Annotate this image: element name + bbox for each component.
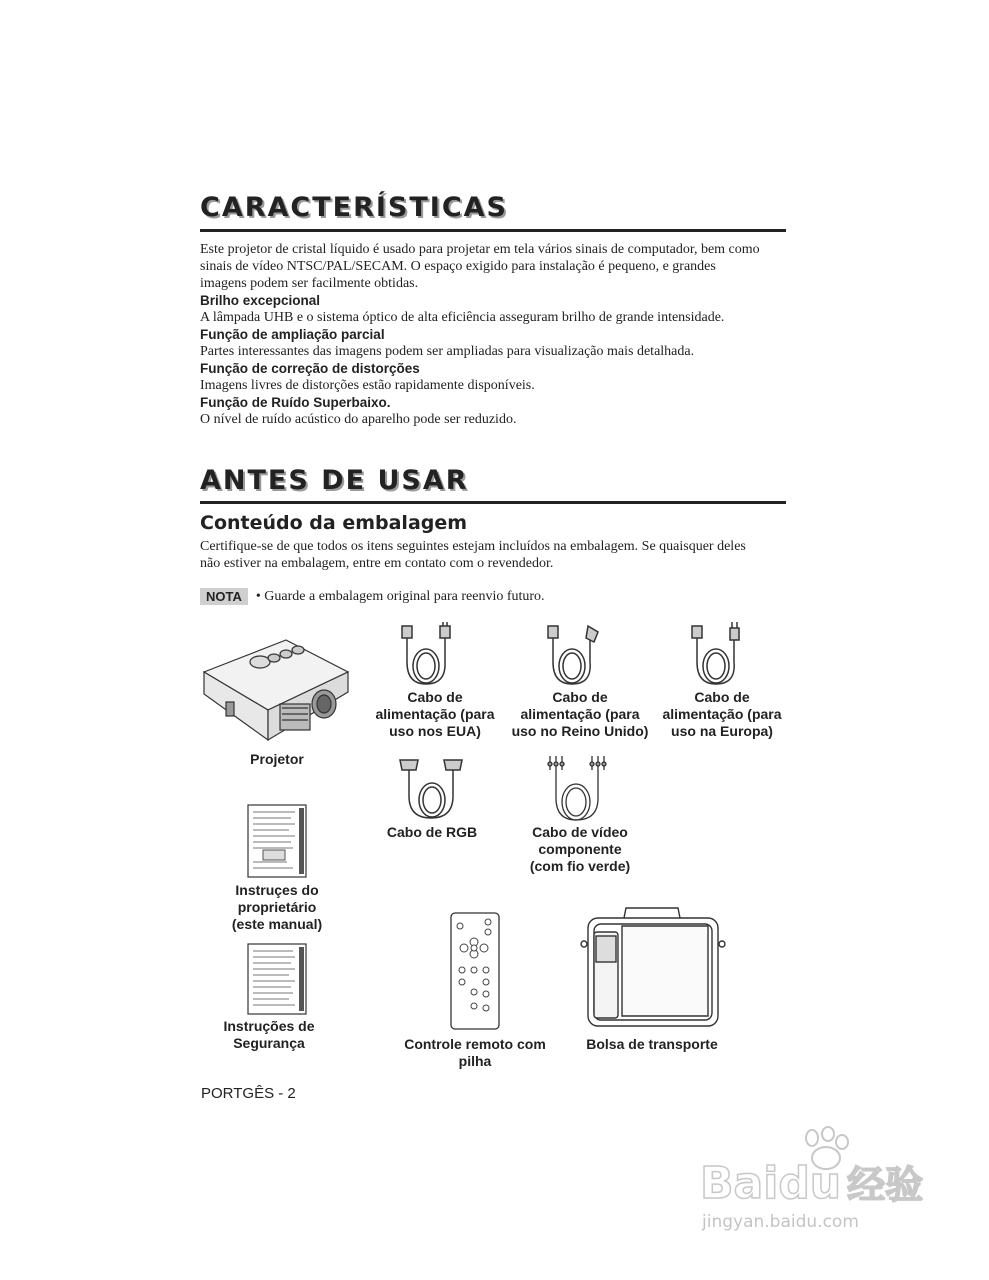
caption-owners-manual: Instruçes do proprietário (este manual) <box>231 882 323 932</box>
nota <box>200 588 545 605</box>
remote-control-image <box>450 912 502 1032</box>
feature-title: Função de correção de distorções <box>200 361 420 376</box>
safety-instructions-image <box>247 943 309 1017</box>
feature-text: O nível de ruído acústico do aparelho pode ser reduzido. <box>200 412 517 427</box>
intro-line: sinais de vídeo NTSC/PAL/SECAM. O espaço exigido para instalação é pequeno, e grandes <box>200 259 716 274</box>
caption-component-video-cable: Cabo de vídeo componente (com fio verde) <box>529 824 631 874</box>
caption-power-cable-usa: Cabo de alimentação (para uso nos EUA) <box>375 689 495 739</box>
baidu-watermark <box>700 1128 940 1248</box>
caption-remote-control: Controle remoto com pilha <box>404 1036 546 1069</box>
component-video-cable-image <box>544 756 610 826</box>
title-rule <box>200 229 786 232</box>
intro-line: Este projetor de cristal líquido é usado para projetar em tela vários sinais de computador, bem como <box>200 242 760 257</box>
power-cable-usa-image <box>398 622 460 690</box>
rgb-cable-image <box>398 756 468 824</box>
feature-text: Imagens livres de distorções estão rapidamente disponíveis. <box>200 378 535 393</box>
title-rule <box>200 501 786 504</box>
intro-line: não estiver na embalagem, entre em contato com o revendedor. <box>200 556 554 571</box>
projector-image <box>198 632 358 750</box>
caption-power-cable-europe: Cabo de alimentação (para uso na Europa) <box>662 689 782 739</box>
feature-text: A lâmpada UHB e o sistema óptico de alta eficiência asseguram brilho de grande intensidade. <box>200 310 725 325</box>
section-title-antes-de-usar: ANTES DE USAR <box>200 465 469 496</box>
carrying-bag-image <box>578 906 728 1030</box>
intro-line: Certifique-se de que todos os itens seguintes estejam incluídos na embalagem. Se quaisquer deles <box>200 539 746 554</box>
watermark-cn: 经验 <box>847 1163 924 1207</box>
nota-badge: NOTA <box>200 588 248 605</box>
caption-rgb-cable: Cabo de RGB <box>386 824 478 840</box>
section-title-caracteristicas: CARACTERÍSTICAS <box>200 192 508 223</box>
feature-text: Partes interessantes das imagens podem ser ampliadas para visualização mais detalhada. <box>200 344 695 359</box>
caption-power-cable-uk: Cabo de alimentação (para uso no Reino Unido) <box>511 689 649 739</box>
antes-body <box>200 538 800 572</box>
watermark-url: jingyan.baidu.com <box>702 1212 859 1232</box>
feature-title: Função de ampliação parcial <box>200 327 385 342</box>
owners-manual-image <box>247 804 309 880</box>
caption-carrying-bag: Bolsa de transporte <box>586 1036 718 1052</box>
feature-title: Brilho excepcional <box>200 293 321 308</box>
intro-line: imagens podem ser facilmente obtidas. <box>200 276 419 291</box>
nota-text: • Guarde a embalagem original para reenvio futuro. <box>255 589 545 604</box>
watermark-brand: Bai <box>700 1158 779 1209</box>
subsection-title: Conteúdo da embalagem <box>200 512 468 534</box>
watermark-brand-du: du <box>778 1158 842 1209</box>
feature-title: Função de Ruído Superbaixo. <box>200 395 391 410</box>
caption-projetor: Projetor <box>250 751 304 767</box>
caption-safety-instructions: Instruções de Segurança <box>223 1018 315 1051</box>
power-cable-europe-image <box>688 622 750 690</box>
caracteristicas-body <box>200 241 800 428</box>
page-footer: PORTGÊS - 2 <box>201 1085 296 1102</box>
power-cable-uk-image <box>544 622 606 690</box>
